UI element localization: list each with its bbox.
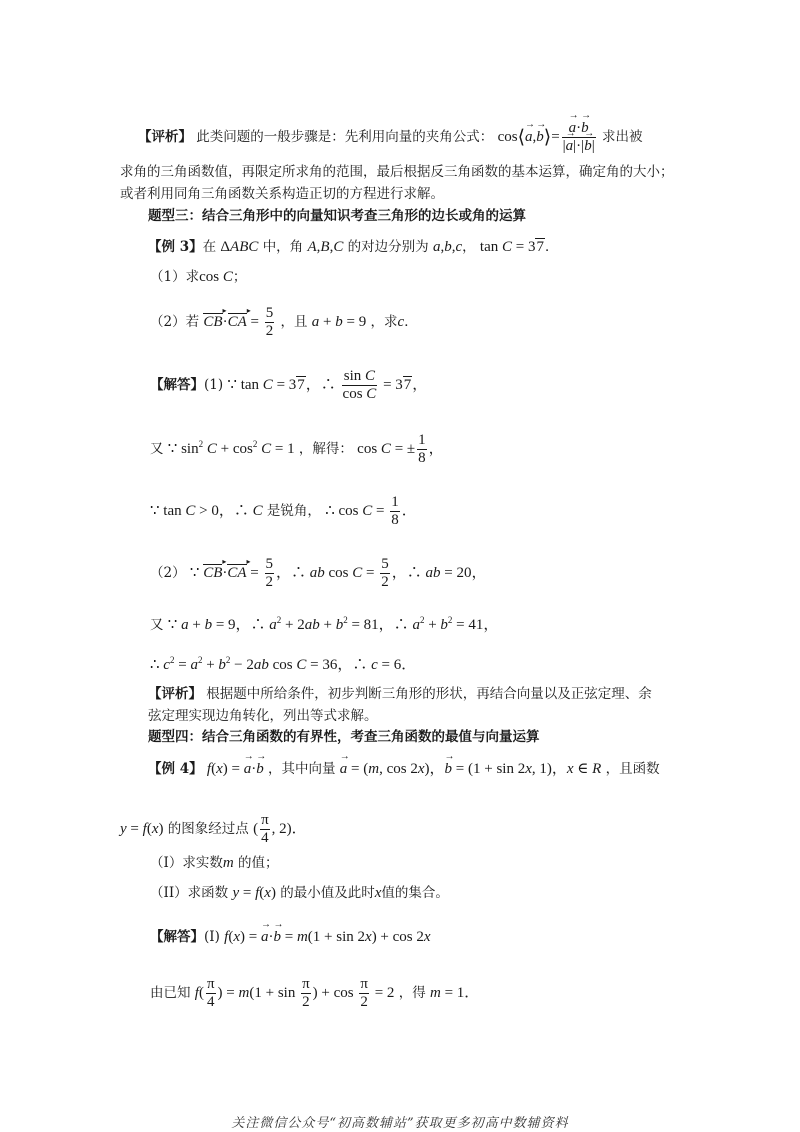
- analysis-text: 求出被: [602, 129, 643, 146]
- solution-4-step-1: 【解答】(I) f(x) = → a·→ b = m(1 + sin 2x) + cos 2x: [150, 930, 431, 945]
- math-sum: a + b = 9: [311, 314, 367, 331]
- solution-3-step-3: ∵ tan C > 0，∴ C 是锐角， ∴ cos C = $\frac{1}{8}$ ．: [150, 494, 417, 529]
- angle-formula: cos⟨→ a,→ b⟩= → $\frac{a\cdot\to b}{|\to a|\cdot|\to b|}$: [498, 129, 598, 145]
- example-4-statement-cont: y = f(x) 的图象经过点 ( $\frac{\pi}{4}$ , 2)．: [120, 812, 307, 847]
- example-3-question-1: （1）求cos C；: [150, 269, 247, 285]
- solution-3-step-1: 【解答】(1) ∵ tan C = 37，∴ $\frac{\text{sin C}}{\text{cos C}}$ = 37，: [150, 368, 428, 403]
- math-angles: A,B,C: [307, 239, 344, 255]
- analysis-line-2: 求角的三角函数值，再限定所求角的范围，最后根据反三角函数的基本运算，确定角的大小；: [120, 164, 674, 180]
- example-label: 【例 3】: [148, 239, 203, 255]
- section-title-4: 题型四：结合三角函数的有界性，考查三角函数的最值与向量运算: [148, 729, 540, 745]
- example-label: 【例 4】: [148, 761, 203, 777]
- solution-3-step-4: （2） ∵ CB ▸·CA ▸ = $\frac{5}{2}$ ，∴ ab cos C = $\frac{5}{2}$ ，∴ ab = 20，: [150, 556, 486, 592]
- solution-label: 【解答】: [150, 377, 204, 394]
- math-cos-c: cos C: [199, 269, 233, 285]
- solution-3-step-2: 又 ∵ $\sin^2 C + \cos^2 C = 1$ ，解得： cos C = ± $\frac{1}{8}$ ，: [150, 432, 444, 467]
- example-3-statement: 【例 3】在 ΔABC 中，角 A,B,C 的对边分别为 a,b,c， tan C = 37．: [148, 239, 559, 255]
- example-4-question-1: （I）求实数m 的值；: [150, 855, 279, 871]
- example-4-statement: 【例 4】 f(x) = → a·→ b ，其中向量 → a = (m, cos 2x)，→ b = (1 + sin 2x, 1)，x ∈ R ，且函数: [148, 762, 660, 777]
- analysis-label: 【评析】: [138, 129, 192, 146]
- analysis-2-line-1: 【评析】 根据题中所给条件，初步判断三角形的形状，再结合向量以及正弦定理、余: [148, 686, 652, 702]
- section-title-3: 题型三：结合三角形中的向量知识考查三角形的边长或角的运算: [148, 208, 526, 224]
- math-dot-product: CB ▸·CA ▸ = $\frac{5}{2}$: [203, 314, 276, 330]
- example-4-question-2: （II）求函数 y = f(x) 的最小值及此时x值的集合。: [150, 885, 449, 901]
- solution-3-step-5: 又 ∵ a + b = 9，∴ $a^2 + 2ab + b^2 = 81$，∴ $a^2 + b^2 = 41$，: [150, 615, 499, 633]
- analysis-line-1: [138, 120, 643, 156]
- analysis-label: 【评析】: [148, 686, 202, 702]
- math-sides: a,b,c: [432, 239, 463, 255]
- page-footer: 关注微信公众号“初高数辅站”获取更多初高中数辅资料: [231, 1116, 569, 1131]
- math-tan-c: tan C = 37: [479, 239, 544, 255]
- solution-3-step-6: ∴ $c^2 = a^2 + b^2 - 2ab$ cos C = 36，∴ c = 6．: [150, 655, 417, 673]
- analysis-text: 此类问题的一般步骤是：先利用向量的夹角公式：: [196, 129, 494, 146]
- example-3-question-2: （2）若 CB ▸·CA ▸ = $\frac{5}{2}$ ，且 a + b = 9 ，求c．: [150, 305, 418, 341]
- solution-label: 【解答】: [150, 929, 204, 945]
- analysis-2-line-2: 弦定理实现边角转化，列出等式求解。: [148, 708, 378, 724]
- analysis-line-3: 或者利用同角三角函数关系构造正切的方程进行求解。: [120, 186, 444, 202]
- solution-4-step-2: 由已知 f( $\frac{\pi}{4}$ ) = m(1 + sin $\frac{\pi}{2}$ ) + cos $\frac{\pi}{2}$ = 2 ，得 m = 1．: [150, 976, 480, 1011]
- math-triangle: ΔABC: [220, 239, 259, 255]
